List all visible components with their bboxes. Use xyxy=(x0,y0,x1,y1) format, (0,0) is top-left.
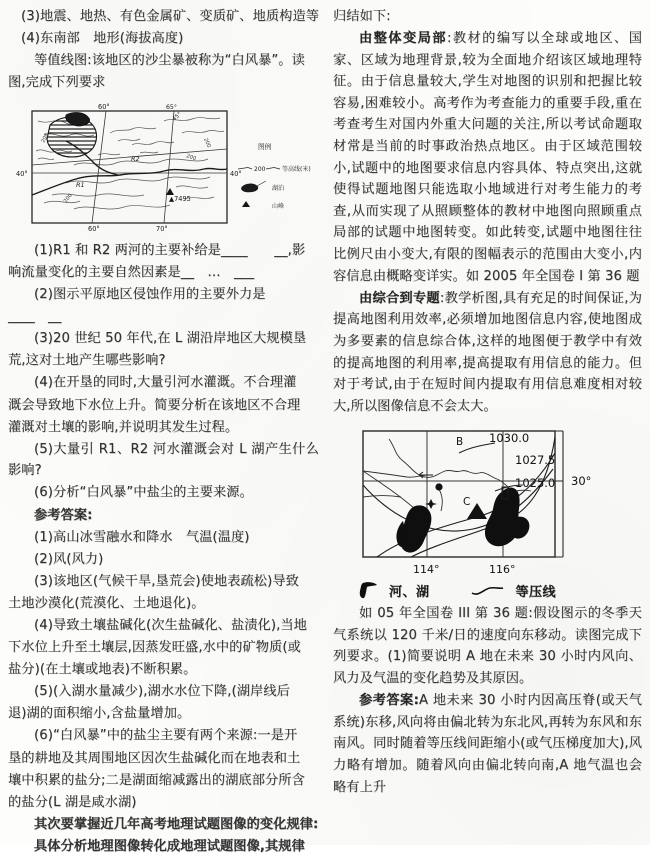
answer-2: (2)风(风力) xyxy=(34,551,104,567)
legend-isobar-icon xyxy=(466,579,508,601)
figure-isobar-map xyxy=(355,425,627,577)
question-4a: (4)在开垦的同时,大量引河水灌溉。不合理灌 xyxy=(34,375,297,391)
left-line-2: 等值线图:该地区的沙尘暴被称为“白风暴”。读 xyxy=(34,53,305,69)
isobar-value-1025: 1025.0 xyxy=(515,476,556,491)
right-question-block: 如 05 年全国卷 III 第 36 题:假设图示的冬季天气系统以 120 千米/日的速度向东移动。读图完成下列要求。(1)简要说明 A 地在未来 30 小时内风向、风力及气温的变化趋势及其原因。 xyxy=(333,606,642,687)
left-line-1: (4)东南部 地形(海拔高度) xyxy=(21,31,184,47)
lon-label-65: 65° xyxy=(166,103,177,111)
lon-label-116: 116° xyxy=(489,563,516,577)
peak-elevation-label: ▲7495 xyxy=(169,194,191,203)
answer-1: (1)高山冰雪融水和降水 气温(温度) xyxy=(34,529,250,545)
left-column xyxy=(8,6,325,854)
lat-label-40-left: 40° xyxy=(16,169,28,178)
legend-contour-value: 200 xyxy=(254,165,266,173)
answer-4a: (4)导致土壤盐碱化(次生盐碱化、盐渍化),当地 xyxy=(34,617,307,633)
contour-value-1: 200 xyxy=(40,132,51,144)
answer-4b: 下水位上升至土壤层,因蒸发旺盛,水中的矿物质(或 xyxy=(8,640,301,656)
legend-lake-desc: 湖泊 xyxy=(272,184,285,192)
answers-heading-left: 参考答案: xyxy=(34,507,93,523)
question-3a: (3)20 世纪 50 年代,在 L 湖沿岸地区大规模垦 xyxy=(34,331,307,347)
question-1b: 响流量变化的主要自然因素是__ … ___ xyxy=(8,264,255,280)
right-lead: 归结如下: xyxy=(333,9,391,24)
legend-contour-desc: 等高线(米) xyxy=(282,165,311,173)
right-column xyxy=(325,6,642,841)
legend-isobar-label: 等压线 xyxy=(515,584,557,600)
question-2a: (2)图示平原地区侵蚀作用的主要外力是 xyxy=(34,287,266,303)
question-5: (5)大量引 R1、R2 河水灌溉会对 L 湖产生什么影响? xyxy=(8,441,319,479)
lon-label-60: 60° xyxy=(98,102,110,111)
lat-label-45: 45° xyxy=(171,111,183,123)
point-label-B: B xyxy=(456,436,464,449)
point-label-A: A xyxy=(423,510,429,520)
answer-3b: 土地沙漠化(荒漠化、土地退化)。 xyxy=(8,595,205,611)
right-answer-body: A 地未来 30 小时内因高压脊(或天气系统)东移,风向将由偏北转为东北风,再转为东风和东南风。同时随着等压线间距缩小(或气压梯度加大),风力略有增加。随着风向由偏北转向南,A 地气温也会略有上升 xyxy=(333,693,642,795)
right-answer-block xyxy=(333,690,642,798)
closing-line-1: 其次要掌握近几年高考地理试题图像的变化规律: xyxy=(34,816,319,832)
lon-label-60-bottom: 60° xyxy=(88,224,100,233)
left-line-3: 图,完成下列要求 xyxy=(8,75,106,91)
left-line-0: (3)地震、地热、有色金属矿、变质矿、地质构造等 xyxy=(21,9,320,24)
section-1-body: :教材的编写以全球或地区、国家、区域为地理背景,较为全面地介绍该区域地理特征。由于信息量较大,学生对地图的识别和把握比较容易,困难较小。高考作为考查能力的重要手段,重在考查考生对国内外重大问题的关注,所以考试命题取材常是当前的时事政治热点地区。由于区域范围较小,试题中的地图要求信息内容具体、特点突出,这就使得试题地图只能选取小地域进行对考生能力的考查,从而实现了从照顾整体的教材中地图向照顾重点局部的试题中地图转变。如此转变,试题中地图往往比例尺由小变大,有限的图幅表示的范围由大变小,内容信息由概略变详实。如 2005 年全国卷 I 第 36 题 xyxy=(333,31,642,284)
answer-6c: 壤中积累的盐分;二是湖面缩减露出的湖底部分所含 xyxy=(8,772,305,788)
question-1a: (1)R1 和 R2 两河的主要补给是____ __,影 xyxy=(34,242,306,258)
figure1-legend xyxy=(238,142,311,210)
lat-label-40-right: 40° xyxy=(230,169,242,178)
contour-value-4: 200 xyxy=(62,192,74,205)
answer-6a: (6)“白风暴”中的盐尘主要有两个来源:一是开 xyxy=(34,728,298,744)
river-label-r1: R1 xyxy=(76,180,85,189)
legend-peak-desc: 山峰 xyxy=(272,202,285,210)
isobar-map-svg xyxy=(355,425,627,577)
question-4c: 灌溉对土壤的影响,并说明其发生过程。 xyxy=(8,419,239,435)
legend-title: 图例 xyxy=(258,142,272,151)
question-3b: 荒,这对土地产生哪些影响? xyxy=(8,353,166,369)
answer-6b: 垦的耕地及其周围地区因次生盐碱化而在地表和土 xyxy=(8,750,301,766)
contour-value-2: 200 xyxy=(202,137,212,149)
answer-5a: (5)(入湖水量减少),湖水水位下降,(湖岸线后 xyxy=(34,684,290,700)
contour-value-3: 200 xyxy=(185,153,197,163)
lat-label-30: 30° xyxy=(571,474,592,489)
answers-heading-right: 参考答案: xyxy=(359,693,420,709)
isobar-value-1027: 1027.5 xyxy=(515,453,556,468)
section-1-title: 由整体变局部 xyxy=(359,31,447,47)
river-label-r2: R2 xyxy=(131,154,140,163)
lon-label-70: 70° xyxy=(156,224,168,233)
question-4b: 溉会导致地下水位上升。简要分析在该地区不合理 xyxy=(8,397,301,413)
answer-3a: (3)该地区(气候干旱,垦荒会)使地表疏松)导致 xyxy=(34,573,299,589)
figure2-legend xyxy=(355,579,627,601)
legend-lake-label: 河、湖 xyxy=(389,584,430,600)
question-6: (6)分析“白风暴”中盐尘的主要来源。 xyxy=(34,485,253,501)
isobar-value-1030: 1030.0 xyxy=(489,431,530,446)
lon-label-114: 114° xyxy=(413,563,440,577)
answer-6d: 的盐分(L 湖是咸水湖) xyxy=(8,794,137,810)
section-2-body: :教学析图,具有充足的时间保证,为提高地图利用效率,必须增加地图信息内容,使地图成为多要素的信息综合体,这样的地图便于教学中有效的提高地图的利用率,提高提取有用信息的能力。但对于考试,由于在短时间内提取有用信息难度相对较大,所以图像信息不会太大。 xyxy=(333,290,642,414)
lake-dot xyxy=(435,484,442,491)
question-2b: ____ __ xyxy=(8,309,62,325)
answer-4c: 盐分)(在土壤或地表)不断积累。 xyxy=(8,662,197,678)
point-label-C: C xyxy=(463,496,471,509)
section-1 xyxy=(333,28,642,287)
point-label-D: D xyxy=(499,492,506,502)
figure-contour-map xyxy=(14,99,314,235)
section-2 xyxy=(333,288,642,418)
contour-map-svg xyxy=(14,99,314,235)
section-2-title: 由综合到专题 xyxy=(359,290,440,306)
legend-lake-icon xyxy=(355,579,381,601)
closing-line-2: 具体分析地理图像转化成地理试题图像,其规律 xyxy=(34,838,305,854)
answer-5b: 退)湖的面积缩小,含盐量增加。 xyxy=(8,706,191,722)
